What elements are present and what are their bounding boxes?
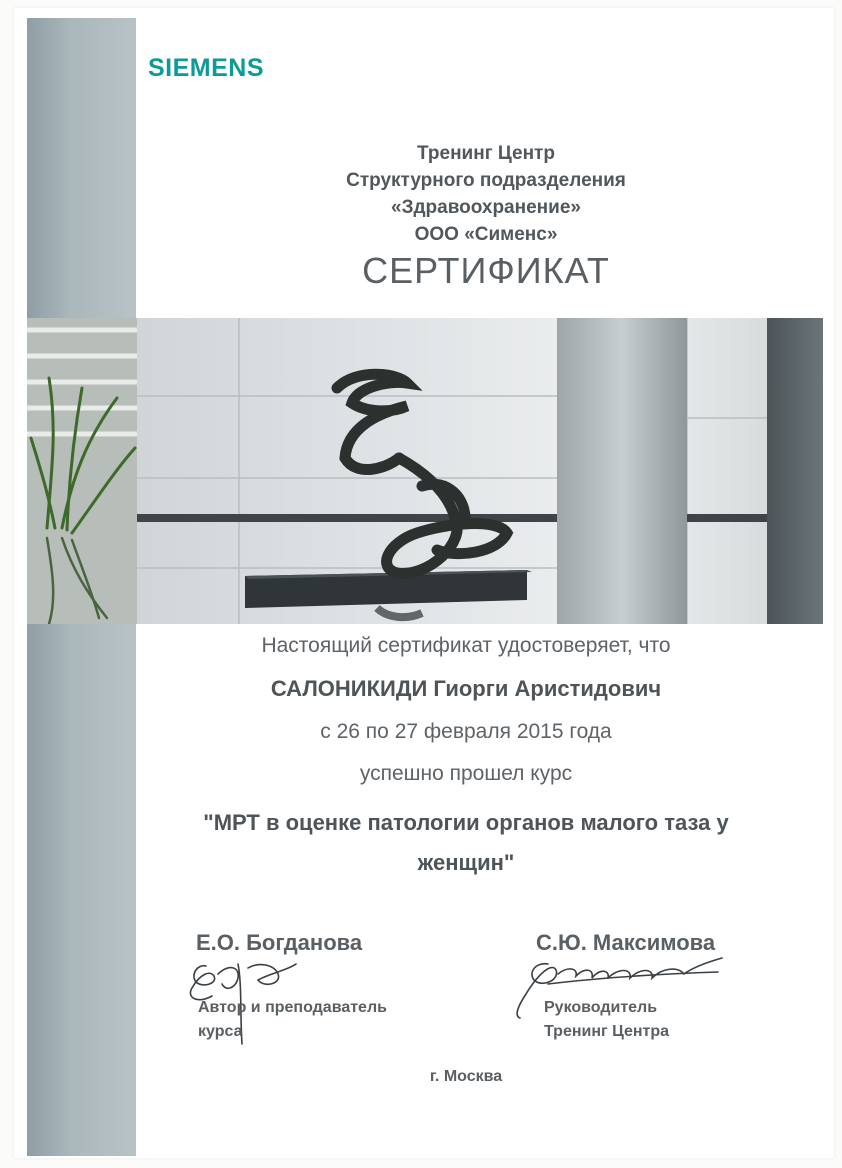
- signatory-role-line: Руководитель: [544, 999, 658, 1016]
- siemens-logo: SIEMENS: [148, 54, 265, 82]
- certificate-intro: Настоящий сертификат удостоверяет, что: [261, 634, 671, 657]
- recipient-name: САЛОНИКИДИ Гиорги Аристидович: [270, 676, 662, 701]
- issuer-header: [136, 140, 836, 248]
- course-title-line: женщин": [417, 850, 515, 875]
- sculpture-image: [27, 318, 823, 624]
- signatory-name-left: Е.О. Богданова: [196, 930, 363, 955]
- course-title-line: "МРТ в оценке патологии органов малого таза у: [203, 810, 729, 835]
- issuer-line: «Здравоохранение»: [391, 197, 581, 218]
- course-title: [136, 803, 796, 883]
- issuer-line: ООО «Сименс»: [414, 224, 558, 245]
- signatory-role-line: Тренинг Центра: [544, 1023, 670, 1040]
- issuer-line: Структурного подразделения: [346, 170, 626, 191]
- signatory-name-right: С.Ю. Максимова: [536, 930, 716, 955]
- sculpture-photo: [27, 318, 823, 624]
- course-passed-text: успешно прошел курс: [359, 762, 573, 785]
- course-dates: с 26 по 27 февраля 2015 года: [320, 720, 612, 743]
- signatory-role-left: [198, 996, 387, 1044]
- certificate-title: СЕРТИФИКАТ: [362, 250, 610, 291]
- issue-city: г. Москва: [429, 1068, 503, 1085]
- issuer-line: Тренинг Центр: [417, 143, 555, 164]
- signatory-role-right: [544, 996, 669, 1044]
- signatory-role-line: Автор и преподаватель: [198, 999, 387, 1016]
- signatory-role-line: курса: [198, 1023, 243, 1040]
